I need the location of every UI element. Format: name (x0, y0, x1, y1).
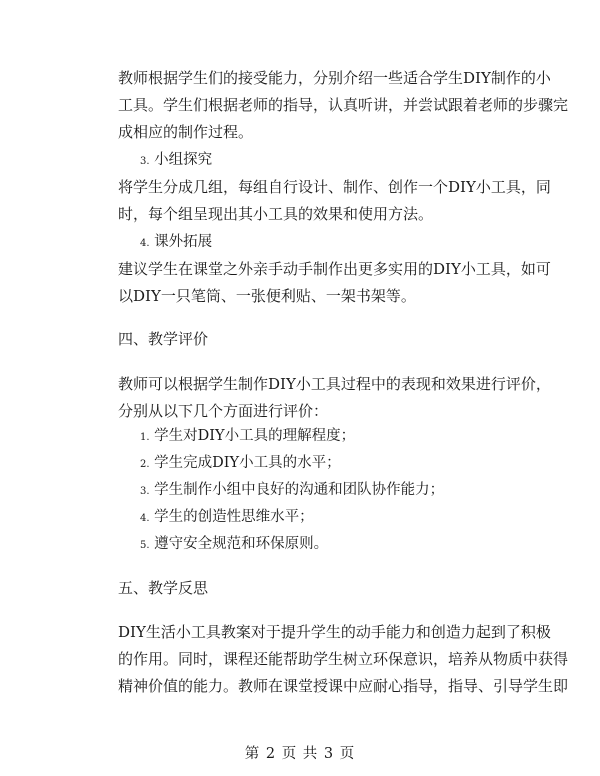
criteria-text: 学生的创造性思维水平； (154, 509, 314, 525)
step3-heading (140, 150, 212, 172)
step4-paragraph (118, 256, 551, 310)
paragraph-line: 教师根据学生们的接受能力，分别介绍一些适合学生DIY制作的小 (118, 69, 551, 87)
step-number: 3. (140, 156, 150, 167)
paragraph-line: 精神价值的能力。教师在课堂授课中应耐心指导，指导、引导学生即 (118, 677, 569, 695)
section4-title: 四、教学评价 (118, 330, 209, 348)
paragraph-line: 将学生分成几组，每组自行设计、制作、创作一个DIY小工具，同 (118, 178, 551, 196)
step-title: 课外拓展 (154, 234, 213, 250)
criteria-item-5 (140, 534, 328, 556)
paragraph-line: 成相应的制作过程。 (118, 123, 254, 141)
paragraph-line: 的作用。同时，课程还能帮助学生树立环保意识，培养从物质中获得 (118, 650, 569, 668)
intro-paragraph (118, 65, 569, 146)
step4-heading (140, 232, 212, 254)
criteria-item-3 (140, 480, 444, 502)
paragraph-line: 建议学生在课堂之外亲手动手制作出更多实用的DIY小工具，如可 (118, 260, 551, 278)
paragraph-line: DIY生活小工具教案对于提升学生的动手能力和创造力起到了积极 (118, 623, 551, 641)
criteria-text: 学生完成DIY小工具的水平； (154, 455, 341, 471)
paragraph-line: 以DIY一只笔筒、一张便利贴、一架书架等。 (118, 287, 416, 305)
section4-paragraph (118, 371, 551, 425)
criteria-number: 3. (140, 486, 150, 497)
paragraph-line: 工具。学生们根据老师的指导，认真听讲，并尝试跟着老师的步骤完 (118, 96, 569, 114)
paragraph-line: 教师可以根据学生制作DIY小工具过程中的表现和效果进行评价， (118, 375, 551, 393)
paragraph-line: 时，每个组呈现出其小工具的效果和使用方法。 (118, 205, 434, 223)
step-number: 4. (140, 238, 150, 249)
criteria-number: 2. (140, 459, 150, 470)
criteria-text: 遵守安全规范和环保原则。 (154, 536, 329, 552)
criteria-text: 学生对DIY小工具的理解程度； (154, 428, 356, 444)
criteria-text: 学生制作小组中良好的沟通和团队协作能力； (154, 482, 445, 498)
paragraph-line: 分别从以下几个方面进行评价： (118, 402, 329, 420)
criteria-number: 1. (140, 432, 150, 443)
criteria-number: 5. (140, 540, 150, 551)
criteria-number: 4. (140, 513, 150, 524)
criteria-item-1 (140, 426, 355, 448)
section5-paragraph (118, 619, 569, 700)
criteria-item-4 (140, 507, 314, 529)
step-title: 小组探究 (154, 152, 213, 168)
page-footer: 第 2 页 共 3 页 (244, 746, 356, 762)
step3-paragraph (118, 174, 551, 228)
criteria-item-2 (140, 453, 341, 475)
section5-title: 五、教学反思 (118, 579, 209, 597)
